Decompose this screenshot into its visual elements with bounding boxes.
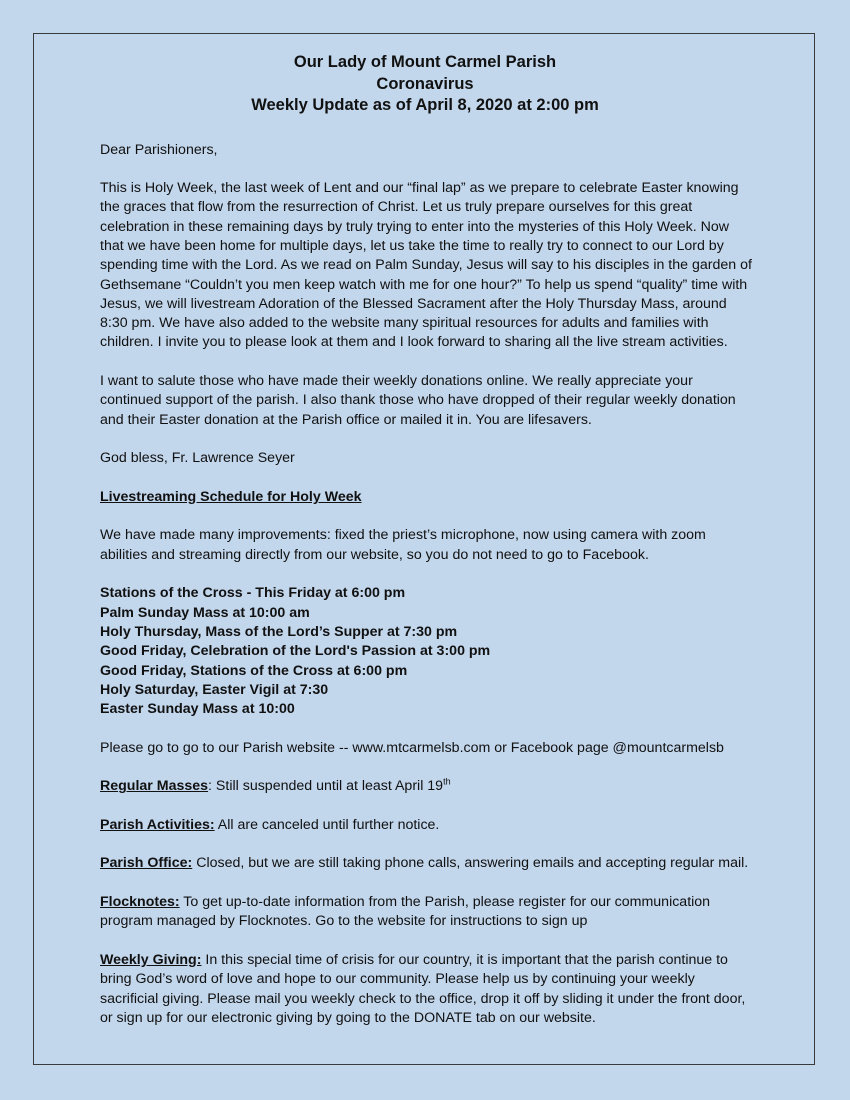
schedule-item: Easter Sunday Mass at 10:00 bbox=[100, 701, 295, 718]
weekly-giving-label: Weekly Giving: bbox=[100, 951, 202, 968]
schedule-item: Good Friday, Stations of the Cross at 6:00 pm bbox=[100, 662, 408, 679]
schedule-item: Holy Thursday, Mass of the Lord’s Supper at 7:30 pm bbox=[100, 623, 458, 640]
donations-paragraph: I want to salute those who have made their weekly donations online. We really appreciate your continued support of the parish. I also thank those who have dropped of their regular weekly donation and their Easter donation at the Parish office or mailed it in. You are lifesavers. bbox=[100, 373, 736, 428]
parish-name: Our Lady of Mount Carmel Parish bbox=[293, 53, 557, 71]
signoff: God bless, Fr. Lawrence Seyer bbox=[100, 450, 295, 467]
schedule-item: Good Friday, Celebration of the Lord's Passion at 3:00 pm bbox=[100, 643, 491, 660]
document-header bbox=[100, 52, 750, 117]
schedule-item: Palm Sunday Mass at 10:00 am bbox=[100, 604, 310, 621]
regular-masses-text: : Still suspended until at least April 19 bbox=[208, 778, 444, 795]
document-body bbox=[100, 52, 755, 1028]
livestream-intro: We have made many improvements: fixed the priest’s microphone, now using camera with zoom abilities and streaming directly from our website, so you do not need to go to Facebook. bbox=[100, 527, 706, 563]
update-date: Weekly Update as of April 8, 2020 at 2:00 pm bbox=[251, 96, 599, 114]
livestream-heading: Livestreaming Schedule for Holy Week bbox=[100, 488, 362, 505]
parish-office-section bbox=[100, 854, 755, 873]
header-topic: Coronavirus bbox=[376, 74, 474, 93]
parish-activities-section bbox=[100, 816, 755, 835]
parish-office-label: Parish Office: bbox=[100, 855, 193, 872]
parish-activities-label: Parish Activities: bbox=[100, 816, 215, 833]
schedule-item: Holy Saturday, Easter Vigil at 7:30 bbox=[100, 681, 329, 698]
parish-office-text: Closed, but we are still taking phone calls, answering emails and accepting regular mail. bbox=[192, 855, 749, 872]
greeting: Dear Parishioners, bbox=[100, 141, 218, 158]
weekly-giving-section bbox=[100, 951, 755, 1028]
livestream-schedule bbox=[100, 584, 755, 719]
regular-masses-section bbox=[100, 777, 755, 796]
flocknotes-label: Flocknotes: bbox=[100, 894, 180, 911]
parish-activities-text: All are canceled until further notice. bbox=[214, 816, 440, 833]
ordinal-suffix: th bbox=[443, 776, 451, 787]
website-note: Please go to go to our Parish website -- www.mtcarmelsb.com or Facebook page @mountcarmelsb bbox=[100, 739, 724, 756]
weekly-giving-text: In this special time of crisis for our country, it is important that the parish continue to bring God’s word of love and hope to our community. Please help us by continuing your weekly sacrificial giving. Please mail you weekly check to the office, drop it off by sliding it under the front door, or sign up for our electronic giving by going to the DONATE tab on our website. bbox=[100, 951, 746, 1026]
flocknotes-section bbox=[100, 893, 755, 932]
flocknotes-text: To get up-to-date information from the Parish, please register for our communication program managed by Flocknotes. Go to the website for instructions to sign up bbox=[100, 894, 711, 930]
holy-week-paragraph: This is Holy Week, the last week of Lent and our “final lap” as we prepare to celebrate Easter knowing the graces that flow from the resurrection of Christ. Let us truly prepare ourselves for this great celebration in these remaining days by truly trying to enter into the mysteries of this Holy Week. Now that we have been home for multiple days, let us take the time to really try to connect to our Lord by spending time with the Lord. As we read on Palm Sunday, Jesus will say to his disciples in the garden of Gethsemane “Couldn’t you men keep watch with me for one hour?” To help us spend “quality” time with Jesus, we will livestream Adoration of the Blessed Sacrament after the Holy Thursday Mass, around 8:30 pm. We have also added to the website many spiritual resources for adults and families with children. I invite you to please look at them and I look forward to sharing all the live stream activities. bbox=[100, 180, 752, 351]
schedule-item: Stations of the Cross - This Friday at 6:00 pm bbox=[100, 585, 406, 602]
regular-masses-label: Regular Masses bbox=[100, 778, 209, 795]
